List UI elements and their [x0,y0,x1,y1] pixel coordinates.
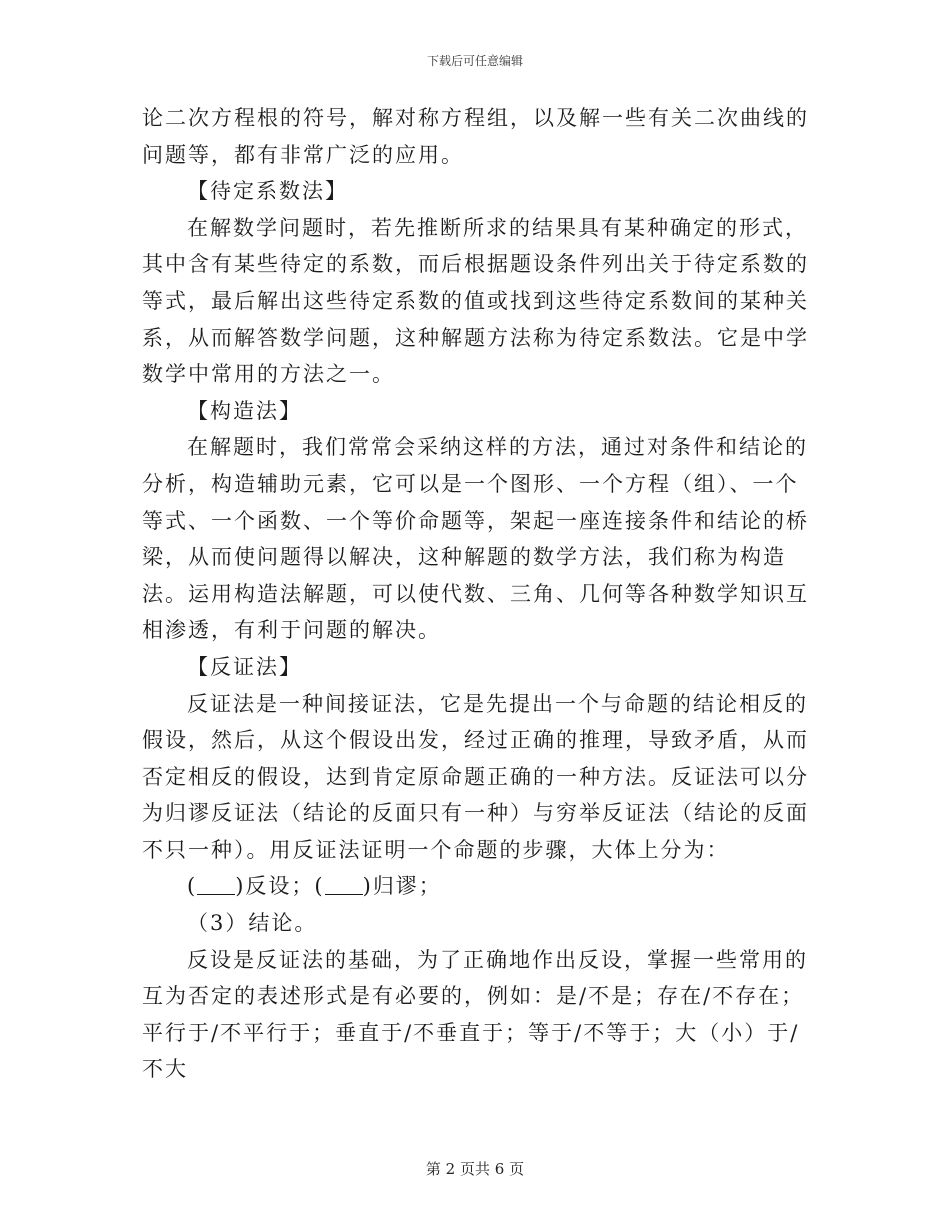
paragraph: 反证法是一种间接证法，它是先提出一个与命题的结论相反的假设，然后，从这个假设出发，经过正确的推理，导致矛盾，从而否定相反的假设，达到肯定原命题正确的一种方法。反证法可以分为归谬反证法（结论的反面只有一种）与穷举反证法（结论的反面不只一种）。用反证法证明一个命题的步骤，大体上分为： [142,691,809,862]
step-line: （3）结论。 [187,911,318,936]
steps-line: ( )反设；( )归谬； [187,874,442,899]
step-label: 反设； [245,874,315,899]
step-label: 归谬； [372,874,442,899]
blank-field [197,874,235,895]
section-heading: 【待定系数法】 [187,179,348,204]
paragraph: 反设是反证法的基础，为了正确地作出反设，掌握一些常用的互为否定的表述形式是有必要的，例如：是/不是；存在/不存在；平行于/不平行于；垂直于/不垂直于；等于/不等于；大（小）于/不大 [142,947,808,1082]
section-heading: 【构造法】 [187,398,302,423]
paragraph: 在解题时，我们常常会采纳这样的方法，通过对条件和结论的分析，构造辅助元素，它可以是一个图形、一个方程（组）、一个等式、一个函数、一个等价命题等，架起一座连接条件和结论的桥梁，从而使问题得以解决，这种解题的数学方法，我们称为构造法。运用构造法解题，可以使代数、三角、几何等各种数学知识互相渗透，有利于问题的解决。 [142,435,809,643]
page-footer: 第 2 页共 6 页 [425,1160,525,1178]
paragraph: 论二次方程根的符号，解对称方程组，以及解一些有关二次曲线的问题等，都有非常广泛的应用。 [142,106,809,167]
blank-field [325,874,363,895]
document-body [142,100,812,1088]
paragraph: 在解数学问题时，若先推断所求的结果具有某种确定的形式，其中含有某些待定的系数，而后根据题设条件列出关于待定系数的等式，最后解出这些待定系数的值或找到这些待定系数间的某种关系，从而解答数学问题，这种解题方法称为待定系数法。它是中学数学中常用的方法之一。 [142,215,809,387]
section-heading: 【反证法】 [187,654,302,679]
page-header: 下载后可任意编辑 [426,54,523,68]
